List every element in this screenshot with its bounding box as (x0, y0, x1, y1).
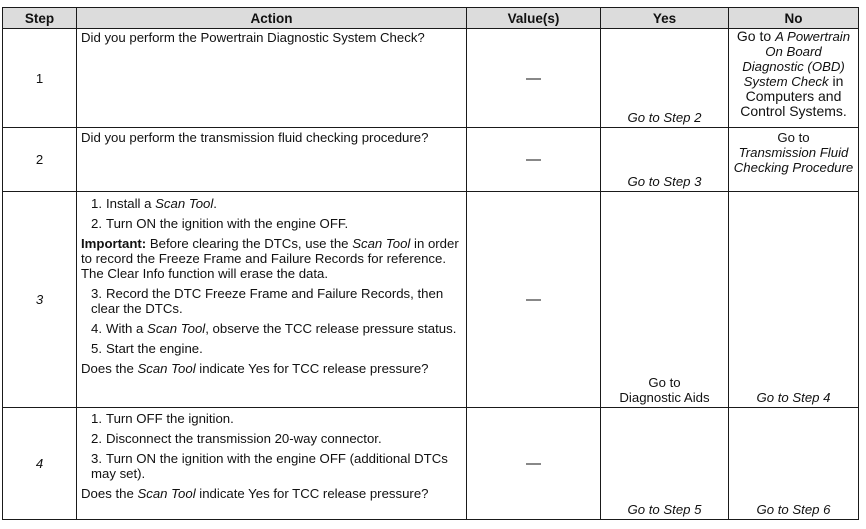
value-cell: — (467, 192, 601, 408)
header-row (3, 8, 859, 29)
no-cell (729, 29, 859, 128)
action-question: Does the Scan Tool indicate Yes for TCC release pressure? (81, 486, 429, 501)
table-row-step-3 (3, 192, 859, 408)
header-yes: Yes (601, 8, 729, 29)
yes-line-1: Go to (648, 375, 681, 390)
table-row-step-4 (3, 408, 859, 520)
no-prefix: Go to (736, 28, 776, 44)
value-cell: — (467, 128, 601, 192)
value-cell: — (467, 408, 601, 520)
yes-cell: Go to Step 2 (601, 29, 729, 128)
yes-line-2: Diagnostic Aids (619, 390, 710, 405)
list-item: 5. Start the engine. (91, 341, 203, 356)
step-number: 4 (3, 408, 77, 520)
yes-cell (601, 192, 729, 408)
step-number: 1 (3, 29, 77, 128)
action-cell (77, 29, 467, 128)
action-cell (77, 128, 467, 192)
step-number: 3 (3, 192, 77, 408)
list-item: 1. Install a Scan Tool. (91, 196, 217, 211)
action-cell (77, 192, 467, 408)
no-link: Transmission Fluid Checking Procedure (733, 145, 854, 175)
list-item: 3. Record the DTC Freeze Frame and Failure Records, then clear the DTCs. (91, 286, 444, 316)
no-link: A Powertrain On Board Diagnostic (OBD) System Check (742, 29, 851, 89)
action-steps-list (81, 286, 462, 356)
list-item: 2. Turn ON the ignition with the engine OFF. (91, 216, 349, 231)
header-step: Step (3, 8, 77, 29)
yes-cell: Go to Step 5 (601, 408, 729, 520)
header-action: Action (77, 8, 467, 29)
header-values: Value(s) (467, 8, 601, 29)
list-item: 1. Turn OFF the ignition. (91, 411, 234, 426)
table-row-step-1 (3, 29, 859, 128)
diagnostic-table (2, 7, 859, 520)
action-steps-list (81, 411, 462, 481)
list-item: 3. Turn ON the ignition with the engine OFF (additional DTCs may set). (91, 451, 448, 481)
action-question: Did you perform the transmission fluid checking procedure? (81, 130, 429, 145)
no-cell: Go to Step 6 (729, 408, 859, 520)
action-question: Did you perform the Powertrain Diagnostic System Check? (81, 30, 425, 45)
list-item: 4. With a Scan Tool, observe the TCC release pressure status. (91, 321, 457, 336)
no-cell: Go to Step 4 (729, 192, 859, 408)
table-row-step-2 (3, 128, 859, 192)
no-prefix: Go to (777, 130, 810, 145)
no-cell (729, 128, 859, 192)
yes-cell: Go to Step 3 (601, 128, 729, 192)
step-number: 2 (3, 128, 77, 192)
list-item: 2. Disconnect the transmission 20-way connector. (91, 431, 382, 446)
action-question: Does the Scan Tool indicate Yes for TCC release pressure? (81, 361, 429, 376)
header-no: No (729, 8, 859, 29)
action-cell (77, 408, 467, 520)
value-cell: — (467, 29, 601, 128)
no-suffix: in Computers and Control Systems. (740, 73, 847, 119)
action-steps-list (81, 196, 462, 231)
important-note: Important: Before clearing the DTCs, use the Scan Tool in order to record the Freeze Frame and Failure Records for reference. The Clear Info function will erase the data. (81, 236, 459, 281)
